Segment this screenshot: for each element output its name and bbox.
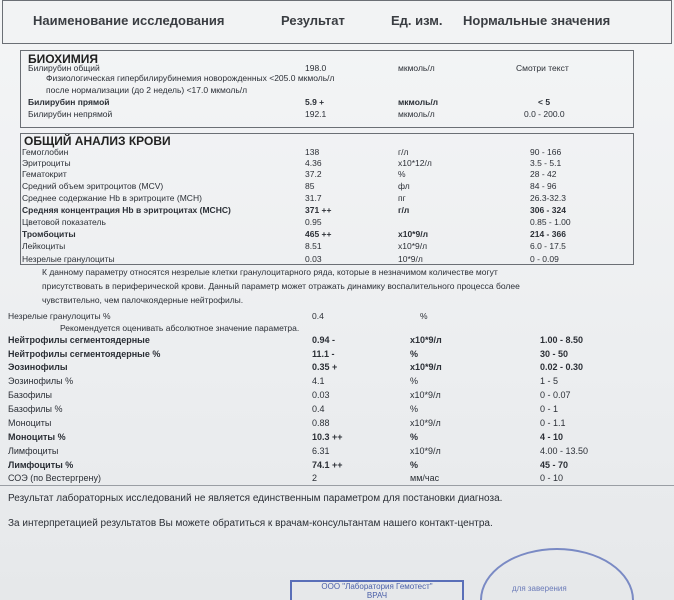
param-ref: 0 - 1.1	[540, 418, 566, 428]
param-ref: 1 - 5	[540, 376, 559, 386]
param-unit: фл	[398, 181, 410, 191]
param-unit: %	[410, 404, 419, 414]
stamp-text: ООО "Лаборатория Гемотест"	[321, 582, 433, 591]
param-name: Гематокрит	[22, 169, 67, 179]
param-value: 0.88	[312, 418, 330, 428]
col-name-header: Наименование исследования	[33, 13, 225, 28]
param-name: Моноциты	[8, 418, 52, 428]
param-value: 0.4	[312, 404, 325, 414]
param-ref: 0 - 0.07	[540, 390, 571, 400]
table-header	[2, 0, 672, 44]
table-row	[0, 445, 640, 457]
param-name: Нейтрофилы сегментоядерные %	[8, 349, 161, 359]
param-unit: пг	[398, 193, 406, 203]
table-row	[0, 168, 640, 180]
param-value: 0.4	[312, 311, 324, 321]
table-row	[0, 108, 640, 120]
param-unit: %	[410, 376, 419, 386]
param-ref: 4.00 - 13.50	[540, 446, 589, 456]
param-value: 10.3 ++	[312, 432, 343, 442]
table-row	[0, 216, 640, 228]
param-ref: 45 - 70	[540, 460, 569, 470]
param-value: 198.0	[305, 63, 327, 73]
param-ref: 3.5 - 5.1	[530, 158, 562, 168]
param-unit: x10*9/л	[398, 229, 428, 239]
param-name: Средняя концентрация Hb в эритроцитах (MCHC)	[22, 205, 231, 215]
table-row	[0, 240, 640, 252]
param-name: Лимфоциты	[8, 446, 59, 456]
param-value: 31.7	[305, 193, 322, 203]
param-value: 74.1 ++	[312, 460, 343, 470]
param-value: 371 ++	[305, 205, 332, 215]
stamp-sub: ВРАЧ	[366, 591, 388, 600]
col-norm-header: Нормальные значения	[463, 13, 611, 28]
param-name: Билирубин непрямой	[28, 109, 113, 119]
param-unit: %	[410, 432, 419, 442]
divider	[0, 485, 674, 486]
param-value: 192.1	[305, 109, 327, 119]
param-value: 2	[312, 473, 318, 483]
param-value: 11.1 -	[312, 349, 335, 359]
table-row	[0, 310, 640, 322]
table-row	[0, 472, 640, 484]
param-unit: x10*12/л	[398, 158, 432, 168]
table-row	[0, 228, 640, 240]
param-name: Незрелые гранулоциты	[22, 254, 115, 264]
biochem-title: БИОХИМИЯ	[28, 52, 99, 66]
param-name: Билирубин общий	[28, 63, 100, 73]
param-value: 8.51	[305, 241, 322, 251]
param-unit: x10*9/л	[410, 446, 441, 456]
table-row	[0, 431, 640, 443]
param-value: 4.36	[305, 158, 322, 168]
stamp-text: для заверения	[512, 584, 567, 593]
param-value: 465 ++	[305, 229, 332, 239]
param-name: Нейтрофилы сегментоядерные	[8, 335, 150, 345]
table-row	[0, 253, 640, 265]
footer-line: Результат лабораторных исследований не является единственным параметром для постановки диагноза.	[8, 493, 503, 504]
param-name: СОЭ (по Вестергрену)	[8, 473, 101, 483]
param-unit: x10*9/л	[410, 390, 441, 400]
param-ref: Смотри текст	[516, 63, 569, 73]
col-unit-header: Ед. изм.	[391, 13, 443, 28]
table-row	[0, 417, 640, 429]
param-unit: мм/час	[410, 473, 440, 483]
table-row	[0, 192, 640, 204]
param-ref: 26.3-32.3	[530, 193, 566, 203]
table-row	[0, 403, 640, 415]
param-unit: мкмоль/л	[398, 109, 435, 119]
round-stamp	[480, 548, 634, 600]
param-name: Эозинофилы	[8, 362, 68, 372]
param-value: 4.1	[312, 376, 325, 386]
param-name: Моноциты %	[8, 432, 66, 442]
param-name: Эритроциты	[22, 158, 71, 168]
param-ref: 306 - 324	[530, 205, 566, 215]
param-unit: %	[410, 349, 419, 359]
param-ref: 0.85 - 1.00	[530, 217, 571, 227]
param-ref: 30 - 50	[540, 349, 569, 359]
param-name: Базофилы %	[8, 404, 63, 414]
param-name: Среднее содержание Hb в эритроците (MCH)	[22, 193, 202, 203]
param-ref: 28 - 42	[530, 169, 557, 179]
param-ref: 1.00 - 8.50	[540, 335, 584, 345]
param-unit: %	[410, 460, 419, 470]
param-unit: x10*9/л	[410, 418, 441, 428]
footer-line: За интерпретацией результатов Вы можете обратиться к врачам-консультантам нашего контакт-центра.	[8, 518, 493, 529]
param-unit: x10*9/л	[398, 241, 428, 251]
param-ref: 4 - 10	[540, 432, 564, 442]
param-unit: мкмоль/л	[398, 63, 435, 73]
param-value: 0.35 +	[312, 362, 338, 372]
param-value: 0.03	[305, 254, 322, 264]
param-ref: 0 - 10	[540, 473, 564, 483]
param-value: 37.2	[305, 169, 322, 179]
param-value: 6.31	[312, 446, 330, 456]
cbc-title: ОБЩИЙ АНАЛИЗ КРОВИ	[24, 134, 171, 148]
param-name: Лимфоциты %	[8, 460, 74, 470]
param-unit: x10*9/л	[410, 335, 442, 345]
param-unit: 10*9/л	[398, 254, 423, 264]
immature-note: присутствовать в периферической крови. Данный параметр может отражать динамику воспалительного процесса более	[42, 281, 520, 291]
param-ref: 0 - 1	[540, 404, 559, 414]
immature-note: чувствительно, чем палочкоядерные нейтрофилы.	[42, 295, 244, 305]
param-name: Билирубин прямой	[28, 97, 110, 107]
param-ref: 0.0 - 200.0	[524, 109, 565, 119]
param-value: 0.03	[312, 390, 330, 400]
table-row	[0, 180, 640, 192]
table-row	[0, 361, 640, 373]
param-value: 85	[305, 181, 315, 191]
param-unit: мкмоль/л	[398, 97, 439, 107]
param-name: Лейкоциты	[22, 241, 66, 251]
param-value: 0.95	[305, 217, 322, 227]
param-unit: %	[420, 311, 428, 321]
param-unit: г/л	[398, 147, 409, 157]
param-name: Гемоглобин	[22, 147, 69, 157]
table-row	[0, 459, 640, 471]
table-row	[0, 204, 640, 216]
table-row	[0, 334, 640, 346]
immature-note: К данному параметру относятся незрелые клетки гранулоцитарного ряда, которые в незначимом количестве могут	[42, 267, 498, 277]
param-unit: %	[398, 169, 406, 179]
lab-stamp	[290, 580, 464, 600]
table-row	[0, 375, 640, 387]
biochem-note: Физиологическая гипербилирубинемия новорожденных <205.0 мкмоль/л	[46, 73, 335, 83]
biochem-note: после нормализации (до 2 недель) <17.0 мкмоль/л	[46, 85, 248, 95]
param-ref: 6.0 - 17.5	[530, 241, 566, 251]
param-ref: 0 - 0.09	[530, 254, 559, 264]
param-unit: x10*9/л	[410, 362, 442, 372]
param-name: Базофилы	[8, 390, 52, 400]
param-ref: 0.02 - 0.30	[540, 362, 584, 372]
param-value: 0.94 -	[312, 335, 336, 345]
table-row	[0, 96, 640, 108]
param-name: Тромбоциты	[22, 229, 76, 239]
param-ref: 214 - 366	[530, 229, 566, 239]
param-ref: < 5	[538, 97, 551, 107]
table-row	[0, 389, 640, 401]
param-name: Эозинофилы %	[8, 376, 74, 386]
table-row	[0, 348, 640, 360]
param-ref: 90 - 166	[530, 147, 562, 157]
param-unit: г/л	[398, 205, 410, 215]
param-value: 138	[305, 147, 320, 157]
abs-note: Рекомендуется оценивать абсолютное значение параметра.	[60, 323, 300, 333]
param-value: 5.9 +	[305, 97, 325, 107]
param-ref: 84 - 96	[530, 181, 557, 191]
param-name: Незрелые гранулоциты %	[8, 311, 111, 321]
col-result-header: Результат	[281, 13, 345, 28]
param-name: Средний объем эритроцитов (MCV)	[22, 181, 164, 191]
param-name: Цветовой показатель	[22, 217, 106, 227]
